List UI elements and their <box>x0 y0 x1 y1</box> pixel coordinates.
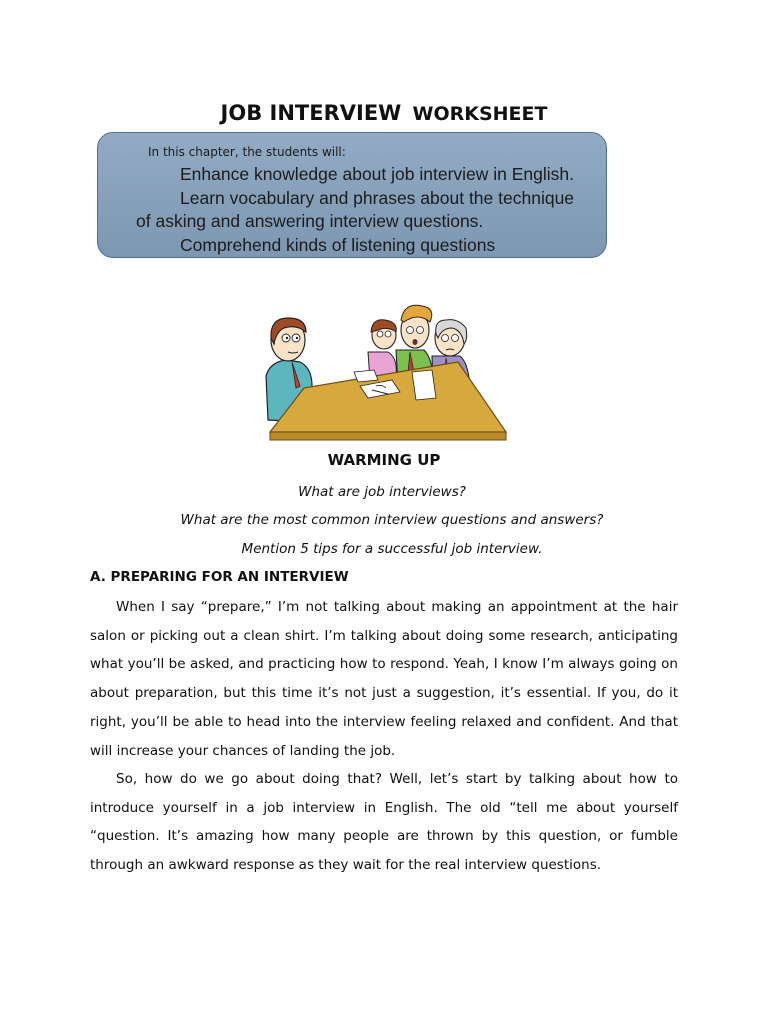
warming-up-question: What are job interviews? <box>298 484 466 500</box>
warming-up-heading: WARMING UP <box>327 451 441 469</box>
objective-item: Learn vocabulary and phrases about the technique <box>180 187 575 208</box>
objective-item: Enhance knowledge about job interview in English. <box>180 164 575 184</box>
page-title-sub: WORKSHEET <box>412 103 548 125</box>
page-title-main: JOB INTERVIEW <box>220 101 402 125</box>
job-interview-illustration <box>262 300 508 442</box>
objectives-intro: In this chapter, the students will: <box>148 145 346 159</box>
page-title <box>0 94 768 129</box>
objectives-box <box>97 132 607 258</box>
objective-item: Comprehend kinds of listening questions <box>180 234 496 255</box>
warming-up-question: What are the most common interview questions and answers? <box>180 512 604 528</box>
objectives-list <box>136 163 598 257</box>
section-a-heading: A. PREPARING FOR AN INTERVIEW <box>90 569 349 585</box>
objective-item: of asking and answering interview questions. <box>136 211 484 231</box>
body-paragraph: When I say “prepare,” I’m not talking about making an appointment at the hair salon or picking out a clean shirt. I’m talking about doing some research, anticipating what you’ll be asked, and practicing how to respond. Yeah, I know I’m always going on about preparation, but this time it’s not just a suggestion, it’s essential. If you, do it right, you’ll be able to head into the interview feeling relaxed and confident. And that will increase your chances of landing the job. <box>90 599 678 759</box>
body-paragraph: So, how do we go about doing that? Well, let’s start by talking about how to introduce yourself in a job interview in English. The old “tell me about yourself “question. It’s amazing how many people are thrown by this question, or fumble through an awkward response as they wait for the real interview questions. <box>90 771 678 874</box>
warming-up-question: Mention 5 tips for a successful job interview. <box>241 541 543 557</box>
